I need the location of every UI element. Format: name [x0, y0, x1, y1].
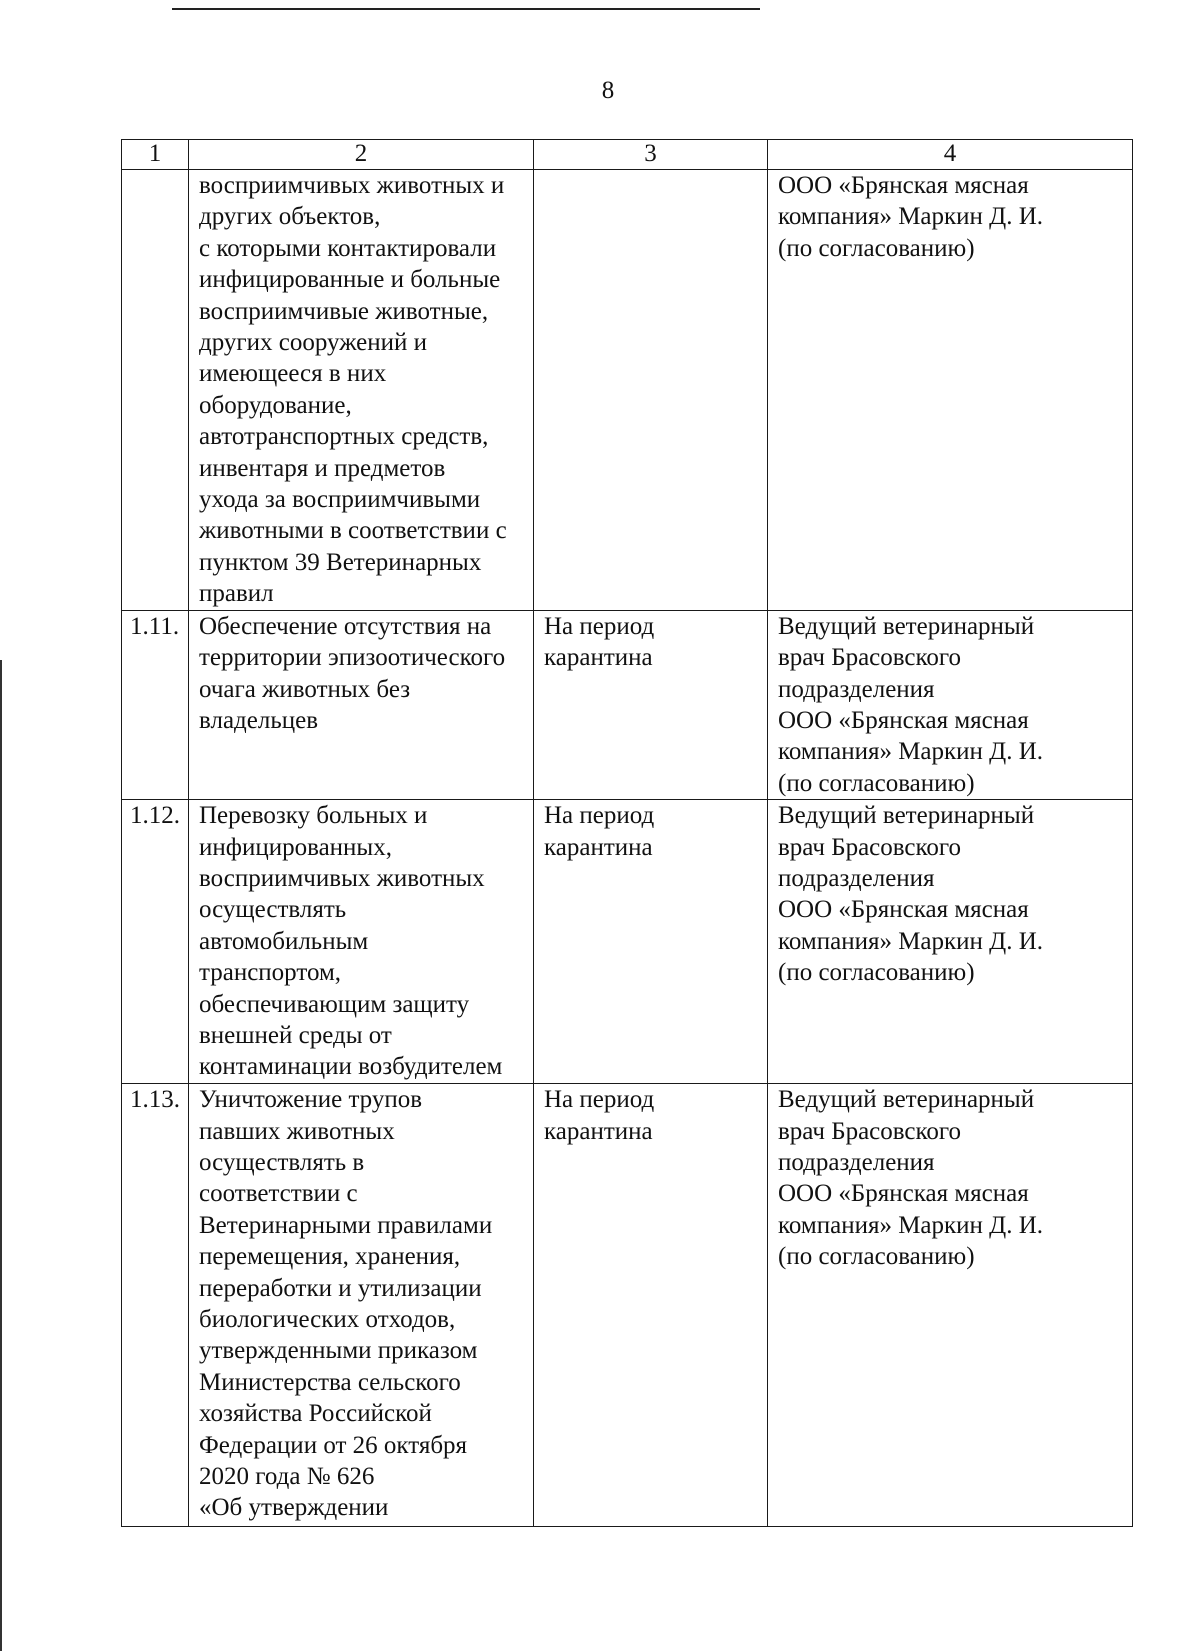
- table-row: [122, 800, 1133, 1084]
- measure-cell: Перевозку больных и инфицированных, восприимчивых животных осуществлять автомобильным транспортом, обеспечивающим защиту внешней среды от контаминации возбудителем: [189, 800, 534, 1084]
- scan-edge-line: [0, 660, 2, 1651]
- responsible-cell: Ведущий ветеринарный врач Брасовского подразделения ООО «Брянская мясная компания» Маркин Д. И. (по согласованию): [768, 610, 1133, 799]
- responsible-cell: Ведущий ветеринарный врач Брасовского подразделения ООО «Брянская мясная компания» Маркин Д. И. (по согласованию): [768, 800, 1133, 1084]
- header-cell-3: 3: [534, 140, 768, 170]
- top-rule: [172, 8, 760, 10]
- period-cell: [534, 170, 768, 611]
- row-number-cell: 1.13.: [122, 1084, 189, 1527]
- page-number: [0, 76, 1200, 106]
- responsible-cell: ООО «Брянская мясная компания» Маркин Д. И. (по согласованию): [768, 170, 1133, 611]
- period-cell: На период карантина: [534, 1084, 768, 1527]
- responsible-cell: Ведущий ветеринарный врач Брасовского подразделения ООО «Брянская мясная компания» Маркин Д. И. (по согласованию): [768, 1084, 1133, 1527]
- header-cell-1: 1: [122, 140, 189, 170]
- table-header-row: [122, 140, 1133, 170]
- measure-cell: Обеспечение отсутствия на территории эпизоотического очага животных без владельцев: [189, 610, 534, 799]
- table-row: [122, 1084, 1133, 1527]
- table-row: [122, 170, 1133, 611]
- measure-cell: восприимчивых животных и других объектов, с которыми контактировали инфицированные и больные восприимчивые животные, других сооружений и имеющееся в них оборудование, автотранспортных средств, инвентаря и предметов ухода за восприимчивыми животными в соответствии с пунктом 39 Ветеринарных правил: [189, 170, 534, 611]
- measures-table: [121, 139, 1133, 1527]
- header-cell-4: 4: [768, 140, 1133, 170]
- row-number-cell: 1.12.: [122, 800, 189, 1084]
- measure-cell: Уничтожение трупов павших животных осуществлять в соответствии с Ветеринарными правилами перемещения, хранения, переработки и утилизации биологических отходов, утвержденными приказом Министерства сельского хозяйства Российской Федерации от 26 октября 2020 года № 626 «Об утверждении: [189, 1084, 534, 1527]
- period-cell: На период карантина: [534, 800, 768, 1084]
- table-row: [122, 610, 1133, 799]
- page-number-text: 8: [601, 77, 615, 104]
- period-cell: На период карантина: [534, 610, 768, 799]
- row-number-cell: 1.11.: [122, 610, 189, 799]
- row-number-cell: [122, 170, 189, 611]
- header-cell-2: 2: [189, 140, 534, 170]
